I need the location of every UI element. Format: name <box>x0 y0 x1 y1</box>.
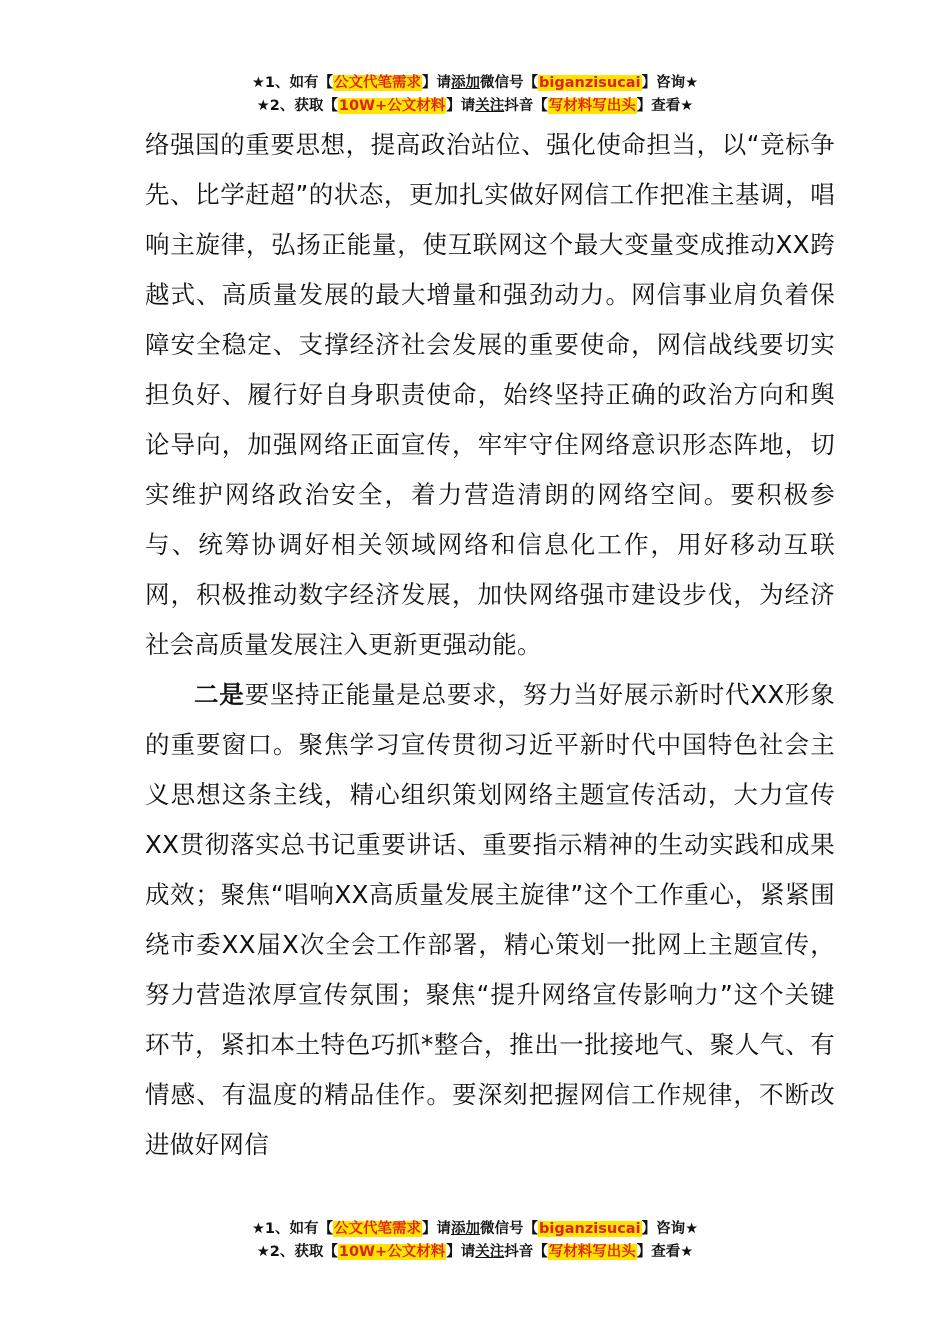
paragraph-1 <box>145 120 835 670</box>
banner-text: 】请 <box>422 1221 452 1237</box>
banner-highlight: 写材料写出头 <box>548 98 636 114</box>
banner-underline: 添加 <box>451 75 481 91</box>
paragraph-lead: 二是 <box>194 680 245 709</box>
banner-underline: 添加 <box>451 1221 481 1237</box>
banner-text: 抖音【 <box>504 1244 548 1260</box>
banner-text: 】查看★ <box>636 98 694 114</box>
banner-highlight: 10W+公文材料 <box>338 98 446 114</box>
banner-highlight: 公文代笔需求 <box>334 75 422 91</box>
banner-line-1 <box>0 72 950 95</box>
banner-text: ★2、获取【 <box>256 98 338 114</box>
paragraph-text: 要坚持正能量是总要求，努力当好展示新时代XX形象的重要窗口。聚焦学习宣传贯彻习近平新时代中国特色社会主义思想这条主线，精心组织策划网络主题宣传活动，大力宣传XX贯彻落实总书记重要讲话、重要指示精神的生动实践和成果成效；聚焦“唱响XX高质量发展主旋律”这个工作重心，紧紧围绕市委XX届X次全会工作部署，精心策划一批网上主题宣传，努力营造浓厚宣传氛围；聚焦“提升网络宣传影响力”这个关键环节，紧扣本土特色巧抓*整合，推出一批接地气、聚人气、有情感、有温度的精品佳作。要深刻把握网信工作规律，不断改进做好网信 <box>145 680 835 1159</box>
banner-text: 】请 <box>446 1244 476 1260</box>
banner-text: 】咨询★ <box>641 75 699 91</box>
banner-highlight: 10W+公文材料 <box>338 1244 446 1260</box>
banner-highlight: 写材料写出头 <box>548 1244 636 1260</box>
banner-text: 】查看★ <box>636 1244 694 1260</box>
banner-underline: 关注 <box>475 1244 505 1260</box>
banner-text: 微信号【 <box>480 75 539 91</box>
banner-line-2 <box>0 95 950 118</box>
footer-banner <box>0 1218 950 1264</box>
banner-highlight: 公文代笔需求 <box>334 1221 422 1237</box>
banner-text: ★1、如有【 <box>251 75 334 91</box>
paragraph-text: 络强国的重要思想，提高政治站位、强化使命担当，以“竞标争先、比学赶超”的状态，更加扎实做好网信工作把准主基调，唱响主旋律，弘扬正能量，使互联网这个最大变量变成推动XX跨越式、高质量发展的最大增量和强劲动力。网信事业肩负着保障安全稳定、支撑经济社会发展的重要使命，网信战线要切实担负好、履行好自身职责使命，始终坚持正确的政治方向和舆论导向，加强网络正面宣传，牢牢守住网络意识形态阵地，切实维护网络政治安全，着力营造清朗的网络空间。要积极参与、统筹协调好相关领域网络和信息化工作，用好移动互联网，积极推动数字经济发展，加快网络强市建设步伐，为经济社会高质量发展注入更新更强动能。 <box>145 130 835 659</box>
banner-text: ★1、如有【 <box>251 1221 334 1237</box>
banner-text: 抖音【 <box>504 98 548 114</box>
header-banner <box>0 72 950 118</box>
banner-highlight: biganzisucai <box>539 75 641 91</box>
banner-line-1 <box>0 1218 950 1241</box>
banner-text: 】请 <box>422 75 452 91</box>
banner-highlight: biganzisucai <box>539 1221 641 1237</box>
banner-text: ★2、获取【 <box>256 1244 338 1260</box>
banner-text: 】咨询★ <box>641 1221 699 1237</box>
document-body <box>145 120 835 1170</box>
banner-text: 微信号【 <box>480 1221 539 1237</box>
banner-underline: 关注 <box>475 98 505 114</box>
banner-text: 】请 <box>446 98 476 114</box>
paragraph-2 <box>145 670 835 1170</box>
banner-line-2 <box>0 1241 950 1264</box>
